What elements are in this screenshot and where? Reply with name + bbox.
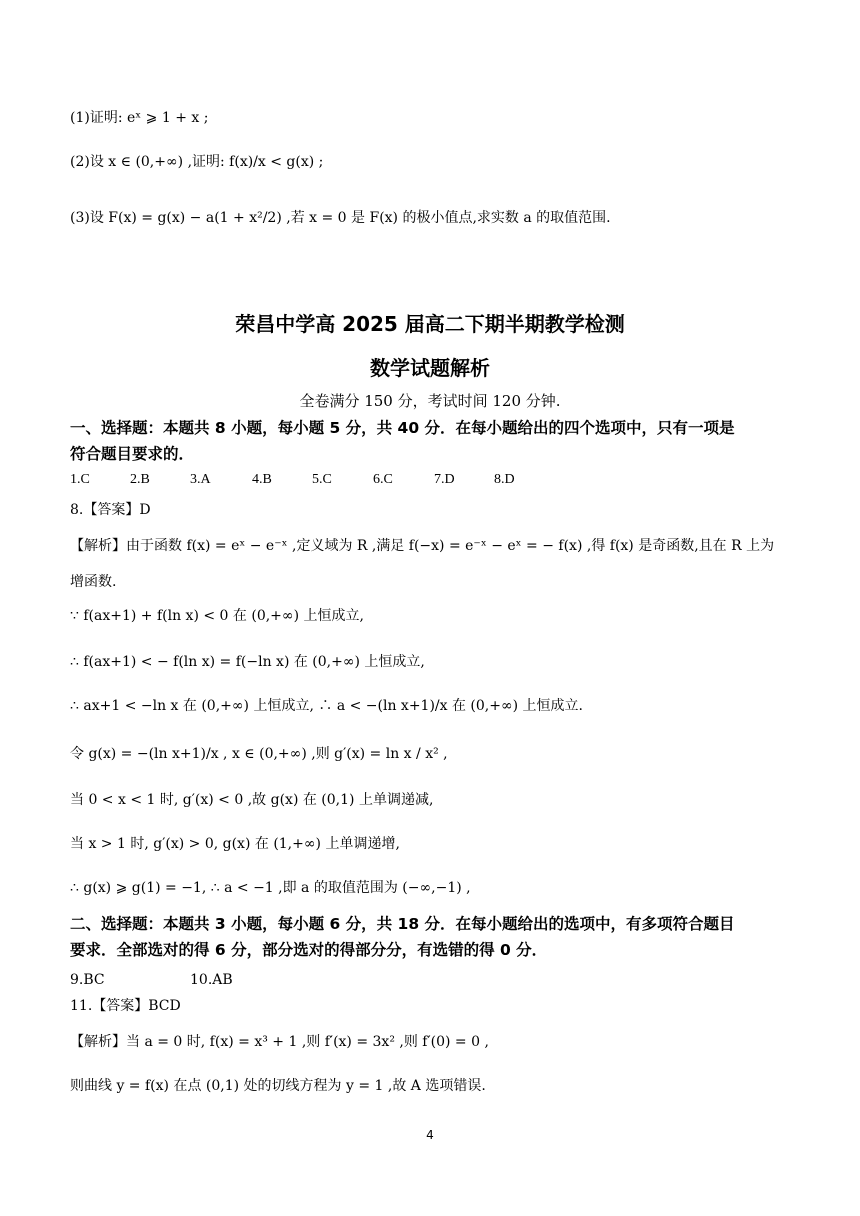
top-question-3: (3)设 F(x) = g(x) − a(1 + x²/2) ,若 x = 0 是 F(x) 的极小值点,求实数 a 的取值范围.	[70, 210, 611, 226]
answer-1: 1.C	[70, 472, 90, 487]
q11-answer: 11.【答案】BCD	[70, 998, 181, 1014]
q11-line-1: 【解析】当 a = 0 时, f(x) = x³ + 1 ,则 f′(x) = 3x² ,则 f′(0) = 0 ,	[70, 1034, 489, 1050]
answer-8: 8.D	[494, 472, 515, 487]
top-question-2: (2)设 x ∈ (0,+∞) ,证明: f(x)/x < g(x) ;	[70, 154, 324, 170]
q8-line-1: 【解析】由于函数 f(x) = eˣ − e⁻ˣ ,定义域为 R ,满足 f(−x) = e⁻ˣ − eˣ = − f(x) ,得 f(x) 是奇函数,且在 R 上为	[70, 538, 775, 554]
q8-line-6: 令 g(x) = −(ln x+1)/x , x ∈ (0,+∞) ,则 g′(x) = ln x / x² ,	[70, 746, 448, 762]
q8-answer: 8.【答案】D	[70, 502, 151, 518]
q8-line-4: ∴ f(ax+1) < − f(ln x) = f(−ln x) 在 (0,+∞) 上恒成立,	[70, 654, 425, 670]
page-title: 荣昌中学高 2025 届高二下期半期教学检测	[235, 312, 625, 336]
top-question-1: (1)证明: eˣ ⩾ 1 + x ;	[70, 110, 209, 126]
q8-line-7: 当 0 < x < 1 时, g′(x) < 0 ,故 g(x) 在 (0,1) 上单调递减,	[70, 792, 434, 808]
answer-7: 7.D	[434, 472, 455, 487]
page-subtitle: 数学试题解析	[370, 356, 490, 380]
answer-2: 2.B	[130, 472, 150, 487]
q8-line-3: ∵ f(ax+1) + f(ln x) < 0 在 (0,+∞) 上恒成立,	[70, 608, 364, 624]
answer-5: 5.C	[312, 472, 332, 487]
answer-10: 10.AB	[190, 972, 233, 988]
section2-heading-line2: 要求．全部选对的得 6 分，部分选对的得部分分，有选错的得 0 分．	[70, 941, 548, 959]
page-number: 4	[426, 1128, 434, 1142]
section2-heading-line1: 二、选择题：本题共 3 小题，每小题 6 分，共 18 分．在每小题给出的选项中，有多项符合题目	[70, 915, 735, 933]
section1-heading-line1: 一、选择题：本题共 8 小题，每小题 5 分，共 40 分．在每小题给出的四个选项中，只有一项是	[70, 419, 735, 437]
answer-9: 9.BC	[70, 972, 105, 988]
q8-line-5: ∴ ax+1 < −ln x 在 (0,+∞) 上恒成立, ∴ a < −(ln x+1)/x 在 (0,+∞) 上恒成立.	[70, 698, 584, 714]
q8-line-2: 增函数.	[70, 574, 117, 590]
section1-heading-line2: 符合题目要求的．	[70, 445, 195, 463]
q11-line-2: 则曲线 y = f(x) 在点 (0,1) 处的切线方程为 y = 1 ,故 A 选项错误.	[70, 1078, 486, 1094]
answer-6: 6.C	[373, 472, 393, 487]
answer-4: 4.B	[252, 472, 272, 487]
exam-note: 全卷满分 150 分，考试时间 120 分钟.	[299, 392, 561, 410]
q8-line-9: ∴ g(x) ⩾ g(1) = −1, ∴ a < −1 ,即 a 的取值范围为 (−∞,−1) ,	[70, 880, 471, 896]
answer-3: 3.A	[190, 472, 211, 487]
q8-line-8: 当 x > 1 时, g′(x) > 0, g(x) 在 (1,+∞) 上单调递增,	[70, 836, 400, 852]
